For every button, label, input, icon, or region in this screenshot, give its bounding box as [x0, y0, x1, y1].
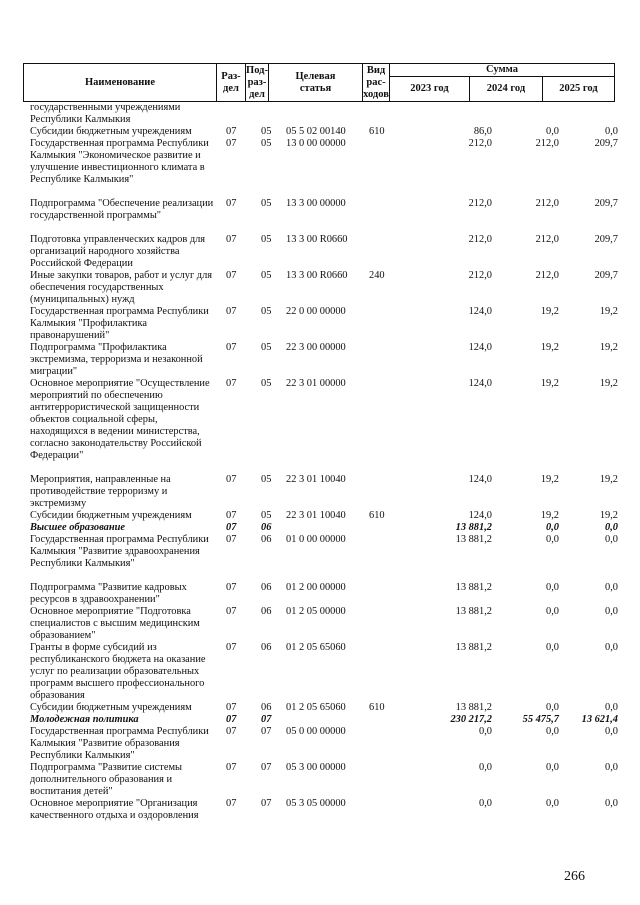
row-target-article: 05 5 02 00140 [286, 126, 346, 137]
row-value-2023: 13 881,2 [455, 702, 492, 713]
row-name: Подготовка управленческих кадров для организаций народного хозяйства Российской Федерации [30, 234, 206, 269]
row-razdel: 07 [226, 642, 237, 653]
row-podrazdel: 07 [261, 714, 272, 725]
row-target-article: 22 3 01 10040 [286, 510, 346, 521]
row-razdel: 07 [226, 798, 237, 809]
row-razdel: 07 [226, 762, 237, 773]
table-row [30, 642, 618, 702]
row-razdel: 07 [226, 474, 237, 485]
row-value-2025: 209,7 [594, 270, 618, 281]
row-podrazdel: 06 [261, 606, 272, 617]
row-razdel: 07 [226, 714, 237, 725]
row-name: государственными учреждениями Республики Калмыкия [30, 102, 181, 125]
row-value-2023: 230 217,2 [450, 714, 492, 725]
row-target-article: 13 3 00 R0660 [286, 270, 348, 281]
row-value-2023: 86,0 [473, 126, 492, 137]
row-name: Подпрограмма "Развитие кадровых ресурсов в здравоохранении" [30, 582, 187, 605]
row-name: Государственная программа Республики Калмыкия "Развитие образования Республики Калмыкия" [30, 726, 209, 761]
row-value-2024: 0,0 [546, 726, 559, 737]
row-podrazdel: 05 [261, 198, 272, 209]
row-razdel: 07 [226, 582, 237, 593]
row-value-2024: 19,2 [540, 306, 559, 317]
row-podrazdel: 07 [261, 762, 272, 773]
row-target-article: 01 2 00 00000 [286, 582, 346, 593]
table-row [30, 102, 610, 126]
row-value-2024: 19,2 [540, 510, 559, 521]
row-razdel: 07 [226, 702, 237, 713]
row-value-2023: 13 881,2 [455, 522, 492, 533]
row-value-2024: 19,2 [540, 342, 559, 353]
row-podrazdel: 05 [261, 378, 272, 389]
row-value-2025: 209,7 [594, 138, 618, 149]
row-podrazdel: 05 [261, 138, 272, 149]
header-razdel: Раз- дел [221, 70, 241, 94]
row-value-2025: 0,0 [605, 606, 618, 617]
row-expense-type: 240 [369, 270, 385, 281]
row-podrazdel: 06 [261, 582, 272, 593]
row-target-article: 13 3 00 R0660 [286, 234, 348, 245]
row-target-article: 22 3 00 00000 [286, 342, 346, 353]
row-target-article: 22 0 00 00000 [286, 306, 346, 317]
row-target-article: 13 3 00 00000 [286, 198, 346, 209]
row-value-2023: 124,0 [468, 510, 492, 521]
row-value-2024: 0,0 [546, 798, 559, 809]
row-target-article: 05 0 00 00000 [286, 726, 346, 737]
row-value-2024: 0,0 [546, 642, 559, 653]
row-value-2025: 0,0 [605, 726, 618, 737]
row-name: Государственная программа Республики Калмыкия "Профилактика правонарушений" [30, 306, 209, 341]
row-value-2023: 13 881,2 [455, 534, 492, 545]
row-razdel: 07 [226, 306, 237, 317]
row-value-2023: 13 881,2 [455, 642, 492, 653]
row-value-2025: 19,2 [599, 378, 618, 389]
table-row [30, 582, 618, 606]
row-value-2025: 0,0 [605, 702, 618, 713]
page-number: 266 [564, 869, 585, 884]
header-target-article: Целевая статья [295, 70, 336, 94]
table-row [30, 534, 618, 582]
row-value-2023: 212,0 [468, 138, 492, 149]
row-razdel: 07 [226, 510, 237, 521]
row-expense-type: 610 [369, 702, 385, 713]
table-row [30, 762, 618, 798]
table-row [30, 726, 618, 762]
header-expense-type: Вид рас- ходов [363, 64, 389, 100]
row-value-2023: 212,0 [468, 234, 492, 245]
row-name: Гранты в форме субсидий из республиканского бюджета на оказание услуг по реализации образовательных программ высшего профессионального образования [30, 642, 206, 701]
row-podrazdel: 05 [261, 474, 272, 485]
row-value-2025: 0,0 [605, 534, 618, 545]
header-name: Наименование [85, 76, 155, 88]
row-value-2023: 124,0 [468, 342, 492, 353]
row-podrazdel: 05 [261, 510, 272, 521]
row-value-2025: 0,0 [605, 798, 618, 809]
row-target-article: 01 0 00 00000 [286, 534, 346, 545]
row-razdel: 07 [226, 378, 237, 389]
row-value-2024: 212,0 [535, 234, 559, 245]
row-value-2023: 0,0 [479, 762, 492, 773]
row-podrazdel: 05 [261, 306, 272, 317]
row-value-2024: 0,0 [546, 582, 559, 593]
row-razdel: 07 [226, 138, 237, 149]
row-razdel: 07 [226, 726, 237, 737]
row-razdel: 07 [226, 234, 237, 245]
row-name: Молодежная политика [30, 714, 139, 725]
row-name: Подпрограмма "Профилактика экстремизма, терроризма и незаконной миграции" [30, 342, 203, 377]
row-razdel: 07 [226, 522, 237, 533]
row-expense-type: 610 [369, 126, 385, 137]
row-value-2025: 0,0 [605, 126, 618, 137]
row-razdel: 07 [226, 198, 237, 209]
row-target-article: 01 2 05 00000 [286, 606, 346, 617]
table-row [30, 342, 618, 378]
row-name: Основное мероприятие "Подготовка специалистов с высшим медицинским образованием" [30, 606, 200, 641]
table-row [30, 474, 618, 510]
row-value-2023: 124,0 [468, 378, 492, 389]
row-podrazdel: 06 [261, 642, 272, 653]
row-value-2024: 0,0 [546, 534, 559, 545]
row-value-2024: 212,0 [535, 270, 559, 281]
row-target-article: 22 3 01 00000 [286, 378, 346, 389]
row-value-2025: 19,2 [599, 306, 618, 317]
row-name: Подпрограмма "Развитие системы дополнительного образования и воспитания детей" [30, 762, 183, 797]
table-row [30, 606, 618, 642]
row-value-2024: 0,0 [546, 606, 559, 617]
row-value-2025: 209,7 [594, 234, 618, 245]
row-name: Субсидии бюджетным учреждениям [30, 126, 192, 137]
row-value-2023: 124,0 [468, 306, 492, 317]
row-value-2025: 13 621,4 [581, 714, 618, 725]
row-razdel: 07 [226, 342, 237, 353]
row-expense-type: 610 [369, 510, 385, 521]
row-value-2025: 0,0 [605, 522, 618, 533]
row-value-2024: 19,2 [540, 378, 559, 389]
row-target-article: 22 3 01 10040 [286, 474, 346, 485]
row-value-2025: 19,2 [599, 474, 618, 485]
row-podrazdel: 05 [261, 342, 272, 353]
row-podrazdel: 05 [261, 126, 272, 137]
row-podrazdel: 06 [261, 522, 272, 533]
header-year-2023: 2023 год [410, 83, 449, 94]
row-razdel: 07 [226, 270, 237, 281]
row-name: Субсидии бюджетным учреждениям [30, 510, 192, 521]
table-row [30, 510, 618, 522]
table-row [30, 378, 618, 474]
row-value-2023: 212,0 [468, 270, 492, 281]
row-podrazdel: 05 [261, 270, 272, 281]
row-podrazdel: 06 [261, 702, 272, 713]
row-value-2025: 19,2 [599, 510, 618, 521]
row-value-2024: 0,0 [546, 522, 559, 533]
row-razdel: 07 [226, 534, 237, 545]
row-value-2025: 0,0 [605, 642, 618, 653]
header-podrazdel: Под- раз- дел [246, 64, 268, 100]
row-value-2025: 0,0 [605, 582, 618, 593]
row-value-2024: 0,0 [546, 762, 559, 773]
row-value-2023: 0,0 [479, 798, 492, 809]
header-sum: Сумма [486, 64, 518, 75]
row-value-2025: 0,0 [605, 762, 618, 773]
row-name: Иные закупки товаров, работ и услуг для обеспечения государственных (муниципальных) нужд [30, 270, 213, 305]
row-value-2024: 19,2 [540, 474, 559, 485]
row-razdel: 07 [226, 126, 237, 137]
row-value-2024: 55 475,7 [522, 714, 559, 725]
row-value-2024: 0,0 [546, 702, 559, 713]
row-target-article: 05 3 05 00000 [286, 798, 346, 809]
row-value-2025: 209,7 [594, 198, 618, 209]
row-value-2023: 212,0 [468, 198, 492, 209]
row-name: Мероприятия, направленные на противодействие терроризму и экстремизму [30, 474, 171, 509]
row-name: Государственная программа Республики Калмыкия "Развитие здравоохранения Республики Калмыкия" [30, 534, 209, 569]
row-name: Подпрограмма "Обеспечение реализации государственной программы" [30, 198, 214, 221]
row-name: Государственная программа Республики Калмыкия "Экономическое развитие и улучшение инвестиционного климата в Республике Калмыкия" [30, 138, 209, 185]
table-row [30, 126, 618, 138]
row-target-article: 05 3 00 00000 [286, 762, 346, 773]
table-row [30, 714, 618, 726]
row-podrazdel: 05 [261, 234, 272, 245]
table-row [30, 522, 618, 534]
row-value-2024: 0,0 [546, 126, 559, 137]
row-name: Высшее образование [30, 522, 126, 533]
table-row [30, 198, 618, 234]
row-value-2024: 212,0 [535, 198, 559, 209]
table-row [30, 702, 618, 714]
row-podrazdel: 06 [261, 534, 272, 545]
row-target-article: 13 0 00 00000 [286, 138, 346, 149]
row-target-article: 01 2 05 65060 [286, 702, 346, 713]
row-name: Субсидии бюджетным учреждениям [30, 702, 192, 713]
row-name: Основное мероприятие "Осуществление мероприятий по обеспечению антитеррористической защищенности объектов социальной сферы, находящихся в ведении министерства, согласно законодательству Российской Федерации" [30, 378, 210, 461]
table-row [30, 798, 618, 822]
header-year-2024: 2024 год [486, 83, 526, 94]
header-year-2025: 2025 год [559, 83, 598, 94]
row-value-2023: 124,0 [468, 474, 492, 485]
table-row [30, 234, 618, 270]
row-value-2023: 0,0 [479, 726, 492, 737]
row-razdel: 07 [226, 606, 237, 617]
row-podrazdel: 07 [261, 726, 272, 737]
row-value-2025: 19,2 [599, 342, 618, 353]
row-value-2023: 13 881,2 [455, 606, 492, 617]
table-row [30, 138, 618, 198]
row-podrazdel: 07 [261, 798, 272, 809]
row-target-article: 01 2 05 65060 [286, 642, 346, 653]
table-row [30, 306, 618, 342]
row-value-2023: 13 881,2 [455, 582, 492, 593]
row-name: Основное мероприятие "Организация качественного отдыха и оздоровления [30, 798, 199, 821]
row-value-2024: 212,0 [535, 138, 559, 149]
table-row [30, 270, 618, 306]
table-header [23, 63, 615, 102]
